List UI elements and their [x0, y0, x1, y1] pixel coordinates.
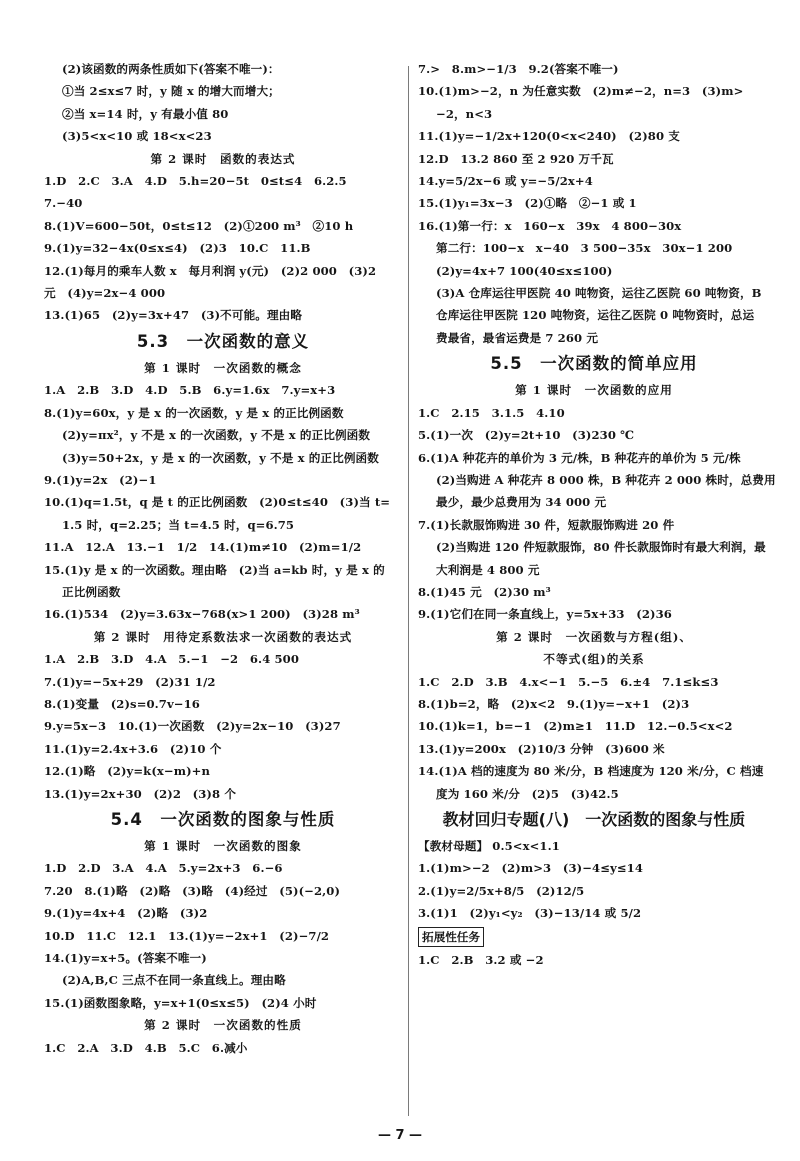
answer-line: 13.(1)65 (2)y=3x+47 (3)不可能。理由略	[44, 308, 303, 323]
answer-line: 10.(1)q=1.5t，q 是 t 的正比例函数 (2)0≤t≤40 (3)当 t=	[44, 495, 391, 510]
answer-line: (3)y=50+2x，y 是 x 的一次函数，y 不是 x 的正比例函数	[62, 450, 379, 465]
answer-line: 9.(1)y=2x (2)−1	[44, 472, 157, 487]
answer-line: 6.(1)A 种花卉的单价为 3 元/株，B 种花卉的单价为 5 元/株	[418, 450, 741, 465]
answer-line: 14.y=5/2x−6 或 y=−5/2x+4	[418, 174, 593, 189]
lesson-heading: 第 2 课时 一次函数与方程(组)、	[496, 629, 692, 644]
answer-line: 9.(1)y=4x+4 (2)略 (3)2	[44, 906, 208, 921]
answer-line: 8.(1)V=600−50t，0≤t≤12 (2)①200 m³ ②10 h	[44, 218, 354, 233]
answer-line: 13.(1)y=2x+30 (2)2 (3)8 个	[44, 786, 237, 801]
answer-line: ②当 x=14 时，y 有最小值 80	[62, 106, 229, 121]
lesson-heading: 第 1 课时 一次函数的概念	[144, 360, 302, 375]
answer-line: 5.(1)一次 (2)y=2t+10 (3)230 ℃	[418, 428, 635, 443]
answer-line: 13.(1)y=200x (2)10/3 分钟 (3)600 米	[418, 741, 665, 756]
answer-line: 11.A 12.A 13.−1 1/2 14.(1)m≠10 (2)m=1/2	[44, 540, 362, 555]
answer-line: 1.D 2.C 3.A 4.D 5.h=20−5t 0≤t≤4 6.2.5	[44, 174, 347, 189]
answer-line: (2)y=πx²，y 不是 x 的一次函数，y 不是 x 的正比例函数	[62, 428, 371, 443]
answer-line: (2)y=4x+7 100(40≤x≤100)	[436, 263, 613, 278]
boxed-heading-wrap	[418, 925, 770, 949]
answer-line: 15.(1)y₁=3x−3 (2)①略 ②−1 或 1	[418, 196, 637, 211]
answer-line: 8.(1)b=2，略 (2)x<2 9.(1)y=−x+1 (2)3	[418, 696, 690, 711]
answer-line: 3.(1)1 (2)y₁<y₂ (3)−13/14 或 5/2	[418, 906, 642, 921]
answer-line: 7.20 8.(1)略 (2)略 (3)略 (4)经过 (5)(−2,0)	[44, 883, 341, 898]
answer-line: 1.C 2.15 3.1.5 4.10	[418, 405, 565, 420]
page-number: — 7 —	[377, 1128, 423, 1143]
answer-line: 1.A 2.B 3.D 4.D 5.B 6.y=1.6x 7.y=x+3	[44, 383, 336, 398]
answer-line: (2)该函数的两条性质如下(答案不唯一)：	[62, 62, 280, 76]
answer-line: 2.(1)y=2/5x+8/5 (2)12/5	[418, 883, 585, 898]
answer-line: 15.(1)函数图象略，y=x+1(0≤x≤5) (2)4 小时	[44, 995, 317, 1010]
lesson-heading: 第 2 课时 一次函数的性质	[144, 1018, 302, 1033]
answer-line: 9.(1)y=32−4x(0≤x≤4) (2)3 10.C 11.B	[44, 241, 311, 256]
boxed-heading: 拓展性任务	[418, 927, 484, 947]
answer-line: 1.(1)m>−2 (2)m>3 (3)−4≤y≤14	[418, 861, 643, 876]
answer-line: (2)A,B,C 三点不在同一条直线上。理由略	[62, 973, 286, 988]
answer-line: 9.(1)它们在同一条直线上，y=5x+33 (2)36	[418, 607, 672, 622]
section-heading: 5.3 一次函数的意义	[136, 331, 310, 351]
answer-line: (3)A 仓库运往甲医院 40 吨物资，运往乙医院 60 吨物资，B	[436, 286, 762, 301]
answer-line: 1.5 时，q=2.25；当 t=4.5 时，q=6.75	[62, 517, 295, 532]
answer-line: 8.(1)变量 (2)s=0.7v−16	[44, 696, 200, 711]
answer-line: 仓库运往甲医院 120 吨物资，运往乙医院 0 吨物资时，总运	[436, 308, 755, 323]
section-heading: 教材回归专题(八) 一次函数的图象与性质	[442, 810, 746, 829]
column-divider	[408, 66, 409, 1116]
lesson-heading: 第 1 课时 一次函数的应用	[515, 383, 673, 398]
answer-line: 1.C 2.A 3.D 4.B 5.C 6.减小	[44, 1040, 248, 1055]
answer-line: 7.> 8.m>−1/3 9.2(答案不唯一)	[418, 62, 619, 76]
answer-line: 10.(1)m>−2，n 为任意实数 (2)m≠−2，n=3 (3)m>	[418, 84, 744, 99]
answer-line: 最少，最少总费用为 34 000 元	[436, 495, 607, 510]
answer-line: 12.(1)每月的乘车人数 x 每月利润 y(元) (2)2 000 (3)2	[44, 263, 377, 278]
section-heading: 5.5 一次函数的简单应用	[490, 354, 698, 374]
answer-line: 1.C 2.D 3.B 4.x<−1 5.−5 6.±4 7.1≤k≤3	[418, 674, 719, 689]
left-column	[44, 58, 402, 1059]
answer-line: −2，n<3	[436, 106, 493, 121]
lesson-heading: 不等式(组)的关系	[543, 652, 645, 667]
answer-line: 11.(1)y=2.4x+3.6 (2)10 个	[44, 741, 222, 756]
answer-line: 12.D 13.2 860 至 2 920 万千瓦	[418, 151, 614, 166]
answer-line: 16.(1)第一行：x 160−x 39x 4 800−30x	[418, 218, 682, 233]
answer-line: (3)5<x<10 或 18<x<23	[62, 129, 212, 144]
lesson-heading: 第 2 课时 用待定系数法求一次函数的表达式	[93, 629, 353, 644]
answer-line: 15.(1)y 是 x 的一次函数。理由略 (2)当 a=kb 时，y 是 x 的	[44, 562, 385, 577]
answer-line: 11.(1)y=−1/2x+120(0<x<240) (2)80 支	[418, 129, 680, 144]
answer-line: 8.(1)y=60x，y 是 x 的一次函数，y 是 x 的正比例函数	[44, 405, 344, 420]
answer-line: 14.(1)A 档的速度为 80 米/分，B 档速度为 120 米/分，C 档速	[418, 764, 764, 779]
answer-line: 【教材母题】 0.5<x<1.1	[418, 839, 560, 853]
answer-line: 度为 160 米/分 (2)5 (3)42.5	[436, 786, 619, 801]
answer-line: 7.(1)y=−5x+29 (2)31 1/2	[44, 674, 216, 689]
lesson-heading: 第 1 课时 一次函数的图象	[144, 839, 302, 853]
answer-line: 1.A 2.B 3.D 4.A 5.−1 −2 6.4 500	[44, 652, 299, 667]
lesson-heading: 第 2 课时 函数的表达式	[150, 151, 296, 166]
answer-line: 10.(1)k=1，b=−1 (2)m≥1 11.D 12.−0.5<x<2	[418, 719, 733, 734]
answer-line: 第二行：100−x x−40 3 500−35x 30x−1 200	[436, 241, 733, 256]
answer-line: 大利润是 4 800 元	[436, 562, 540, 577]
answer-line: (2)当购进 120 件短款服饰，80 件长款服饰时有最大利润，最	[436, 540, 766, 555]
answer-line: 1.D 2.D 3.A 4.A 5.y=2x+3 6.−6	[44, 861, 283, 876]
answer-line: 8.(1)45 元 (2)30 m³	[418, 584, 551, 599]
answer-line: 7.−40	[44, 196, 83, 211]
answer-line: 7.(1)长款服饰购进 30 件，短款服饰购进 20 件	[418, 517, 675, 532]
right-column	[418, 58, 776, 971]
answer-line: 12.(1)略 (2)y=k(x−m)+n	[44, 764, 211, 779]
section-heading: 5.4 一次函数的图象与性质	[110, 810, 336, 829]
answer-line: 10.D 11.C 12.1 13.(1)y=−2x+1 (2)−7/2	[44, 928, 330, 943]
answer-line: 正比例函数	[62, 584, 121, 599]
answer-line: 元 (4)y=2x−4 000	[44, 286, 166, 301]
answer-line: (2)当购进 A 种花卉 8 000 株，B 种花卉 2 000 株时，总费用	[436, 472, 776, 487]
answer-line: ①当 2≤x≤7 时，y 随 x 的增大而增大；	[62, 84, 280, 99]
answer-line: 16.(1)534 (2)y=3.63x−768(x>1 200) (3)28 m³	[44, 607, 360, 622]
answer-line: 14.(1)y=x+5。(答案不唯一)	[44, 951, 207, 966]
answer-line: 1.C 2.B 3.2 或 −2	[418, 952, 544, 967]
answer-line: 费最省，最省运费是 7 260 元	[436, 330, 599, 345]
answer-line: 9.y=5x−3 10.(1)一次函数 (2)y=2x−10 (3)27	[44, 719, 341, 734]
